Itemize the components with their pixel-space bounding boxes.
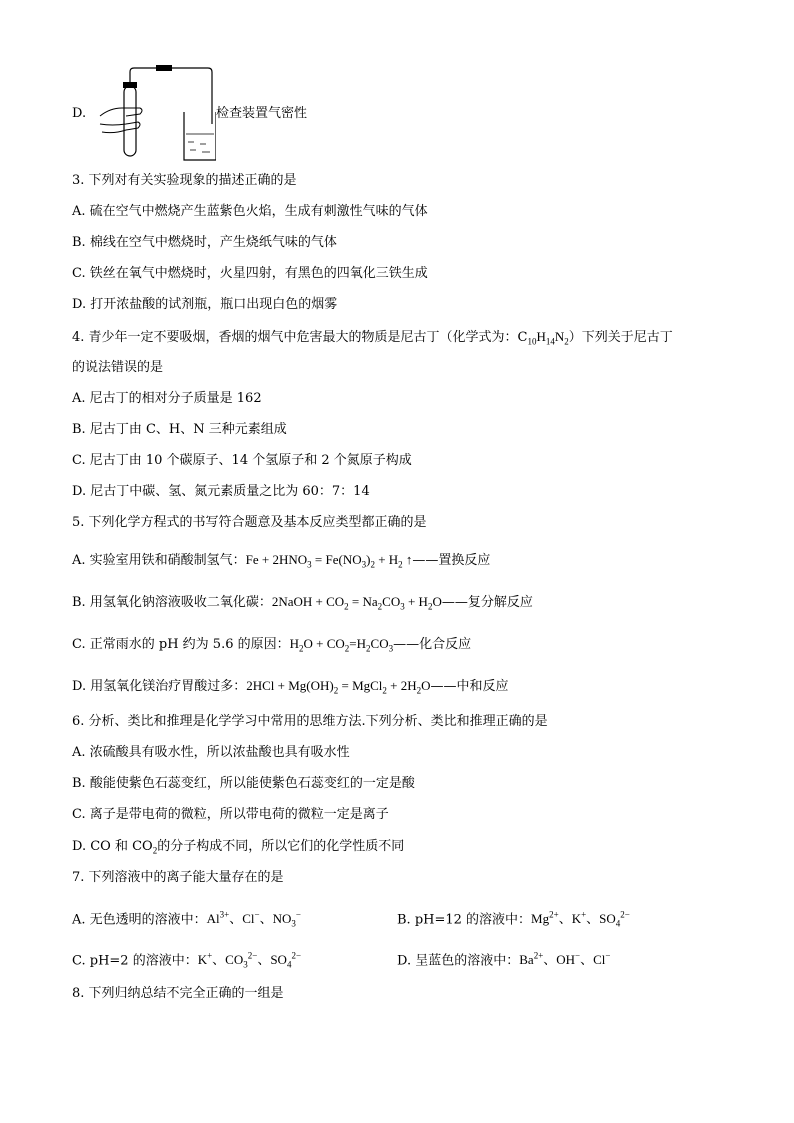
q7-option-b: B. pH=12 的溶液中：$Mg^{2+}$、K+、$SO_4^{2-}$ <box>397 910 630 929</box>
airtightness-apparatus-figure <box>96 64 216 164</box>
q3-option-b: B. 棉线在空气中燃烧时，产生烧纸气味的气体 <box>72 235 337 250</box>
q7-option-a: A. 无色透明的溶液中：$Al^{3+}$、Cl−、$NO_3^-$ <box>72 910 301 929</box>
q6-stem: 6. 分析、类比和推理是化学学习中常用的思维方法.下列分析、类比和推理正确的是 <box>72 714 548 729</box>
q6-option-a: A. 浓硫酸具有吸水性，所以浓盐酸也具有吸水性 <box>72 745 350 760</box>
q3-option-a: A. 硫在空气中燃烧产生蓝紫色火焰，生成有刺激性气味的气体 <box>72 204 428 219</box>
q5-option-c: C. 正常雨水的 pH 约为 5.6 的原因：$H_2O$ + $CO_2=H_2CO_3——$化合反应 <box>72 636 472 654</box>
q6-option-b: B. 酸能使紫色石蕊变红，所以能使紫色石蕊变红的一定是酸 <box>72 776 415 791</box>
q4-stem-line2: 的说法错误的是 <box>72 360 164 375</box>
q7-option-c: C. pH=2 的溶液中：K+、$CO_3^{2-}$、$SO_4^{2-}$ <box>72 951 302 970</box>
q8-stem: 8. 下列归纳总结不完全正确的一组是 <box>72 986 284 1001</box>
q6-option-c: C. 离子是带电荷的微粒，所以带电荷的微粒一定是离子 <box>72 807 389 822</box>
q4-option-d: D. 尼古丁中碳、氢、氮元素质量之比为 60：7：14 <box>72 484 370 499</box>
q5-stem: 5. 下列化学方程式的书写符合题意及基本反应类型都正确的是 <box>72 515 427 530</box>
q7-stem: 7. 下列溶液中的离子能大量存在的是 <box>72 870 284 885</box>
q4-stem-line1: 4. 青少年一定不要吸烟，香烟的烟气中危害最大的物质是尼古丁（化学式为：$C_{10}H_{14}N_2$）下列关于尼古丁 <box>72 329 673 347</box>
q4-option-a: A. 尼古丁的相对分子质量是 162 <box>72 391 262 406</box>
q3-option-c: C. 铁丝在氧气中燃烧时，火星四射，有黑色的四氧化三铁生成 <box>72 266 428 281</box>
q3-option-d: D. 打开浓盐酸的试剂瓶，瓶口出现白色的烟雾 <box>72 297 338 312</box>
q4-option-c: C. 尼古丁由 10 个碳原子、14 个氢原子和 2 个氮原子构成 <box>72 453 412 468</box>
q4-option-b: B. 尼古丁由 C、H、N 三种元素组成 <box>72 422 287 437</box>
q2-option-d-letter: D. <box>72 106 87 121</box>
q5-option-d: D. 用氢氧化镁治疗胃酸过多：$2HCl + Mg(OH)_2$ = MgCl$_2$ + $2H_2O——$中和反应 <box>72 678 509 696</box>
q3-stem: 3. 下列对有关实验现象的描述正确的是 <box>72 173 297 188</box>
q5-option-b: B. 用氢氧化钠溶液吸收二氧化碳：2NaOH + $CO_2 = Na_2CO_3$ + $H_2O——$复分解反应 <box>72 594 533 612</box>
q2-option-d-caption: 检查装置气密性 <box>216 106 308 121</box>
q7-option-d: D. 呈蓝色的溶液中：$Ba^{2+}$、OH−、Cl− <box>397 951 611 969</box>
q6-option-d: D. CO 和 $CO_2$的分子构成不同，所以它们的化学性质不同 <box>72 839 405 856</box>
q5-option-a: A. 实验室用铁和硝酸制氢气：$Fe + 2HNO_3 = Fe(NO_3)_2 + H_2$ ↑——置换反应 <box>72 552 491 570</box>
